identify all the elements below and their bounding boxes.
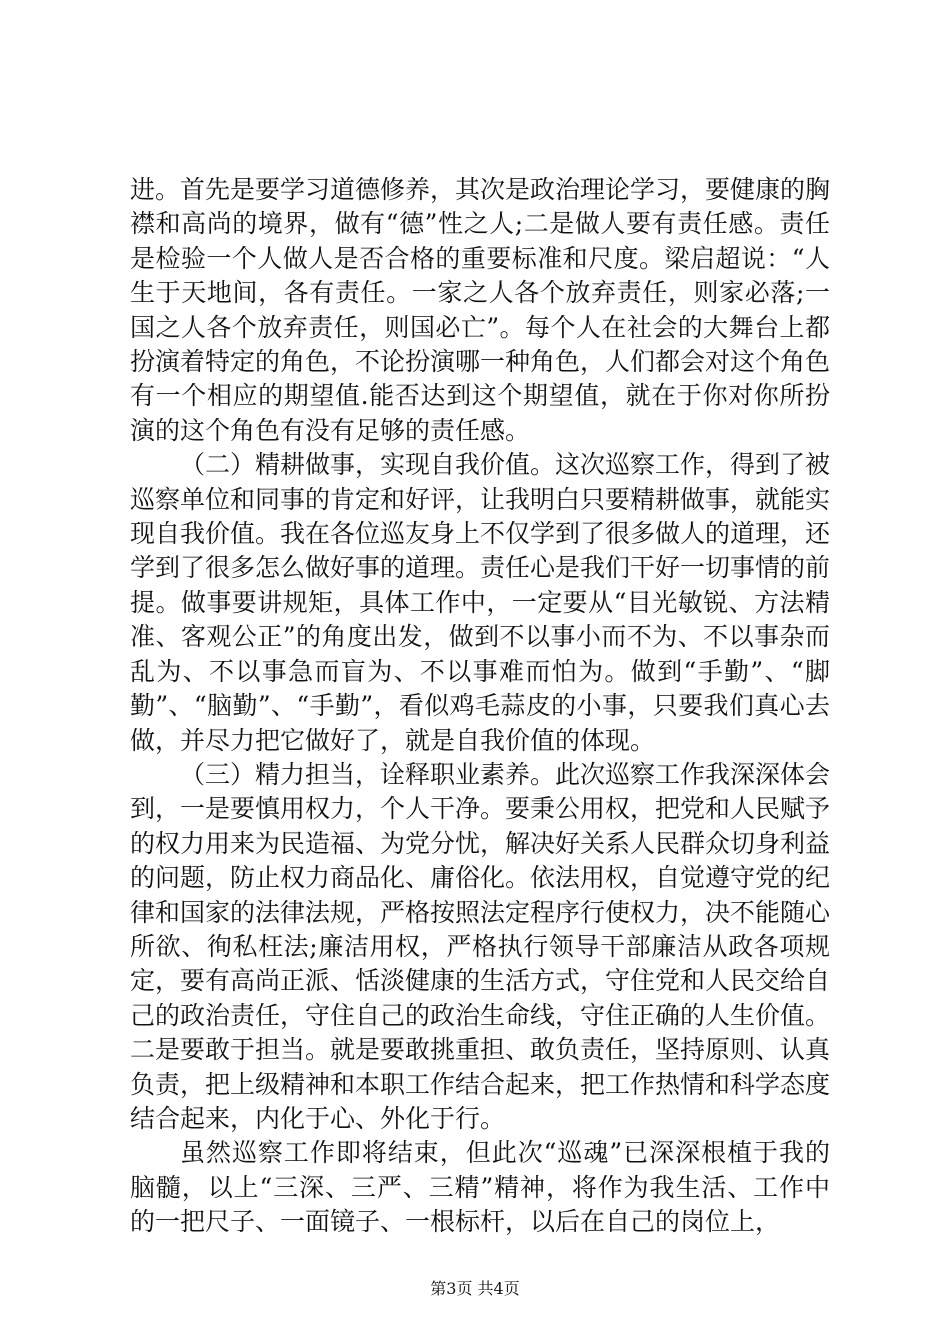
page-footer: 第3页 共4页 [430,1279,520,1298]
paragraph-continuation: 进。首先是要学习道德修养，其次是政治理论学习，要健康的胸襟和高尚的境界，做有“德”性之人;二是做人要有责任感。责任是检验一个人做人是否合格的重要标准和尺度。梁启超说：“人生于天地间，各有责任。一家之人各个放弃责任，则家必落;一国之人各个放弃责任，则国必亡”。每个人在社会的大舞台上都扮演着特定的角色，不论扮演哪一种角色，人们都会对这个角色有一个相应的期望值.能否达到这个期望值，就在于你对你所扮演的这个角色有没有足够的责任感。 [130,175,831,445]
paragraph-section-two: （二）精耕做事，实现自我价值。这次巡察工作，得到了被巡察单位和同事的肯定和好评，让我明白只要精耕做事，就能实现自我价值。我在各位巡友身上不仅学到了很多做人的道理，还学到了很多怎么做好事的道理。责任心是我们干好一切事情的前提。做事要讲规矩，具体工作中，一定要从“目光敏锐、方法精准、客观公正”的角度出发，做到不以事小而不为、不以事杂而乱为、不以事急而盲为、不以事难而怕为。做到“手勤”、“脚勤”、“脑勤”、“手勤”，看似鸡毛蒜皮的小事，只要我们真心去做，并尽力把它做好了，就是自我价值的体现。 [130,450,831,755]
document-body [130,173,830,1240]
paragraph-conclusion: 虽然巡察工作即将结束，但此次“巡魂”已深深根植于我的脑髓，以上“三深、三严、三精”精神，将作为我生活、工作中的一把尺子、一面镜子、一根标杆，以后在自己的岗位上， [130,1138,830,1237]
paragraph-section-three: （三）精力担当，诠释职业素养。此次巡察工作我深深体会到，一是要慎用权力，个人干净。要秉公用权，把党和人民赋予的权力用来为民造福、为党分忧，解决好关系人民群众切身利益的问题，防止权力商品化、庸俗化。依法用权，自觉遵守党的纪律和国家的法律法规，严格按照法定程序行使权力，决不能随心所欲、徇私枉法;廉洁用权，严格执行领导干部廉洁从政各项规定，要有高尚正派、恬淡健康的生活方式，守住党和人民交给自己的政治责任，守住自己的政治生命线，守住正确的人生价值。二是要敢于担当。就是要敢挑重担、敢负责任，坚持原则、认真负责，把上级精神和本职工作结合起来，把工作热情和科学态度结合起来，内化于心、外化于行。 [130,759,831,1133]
